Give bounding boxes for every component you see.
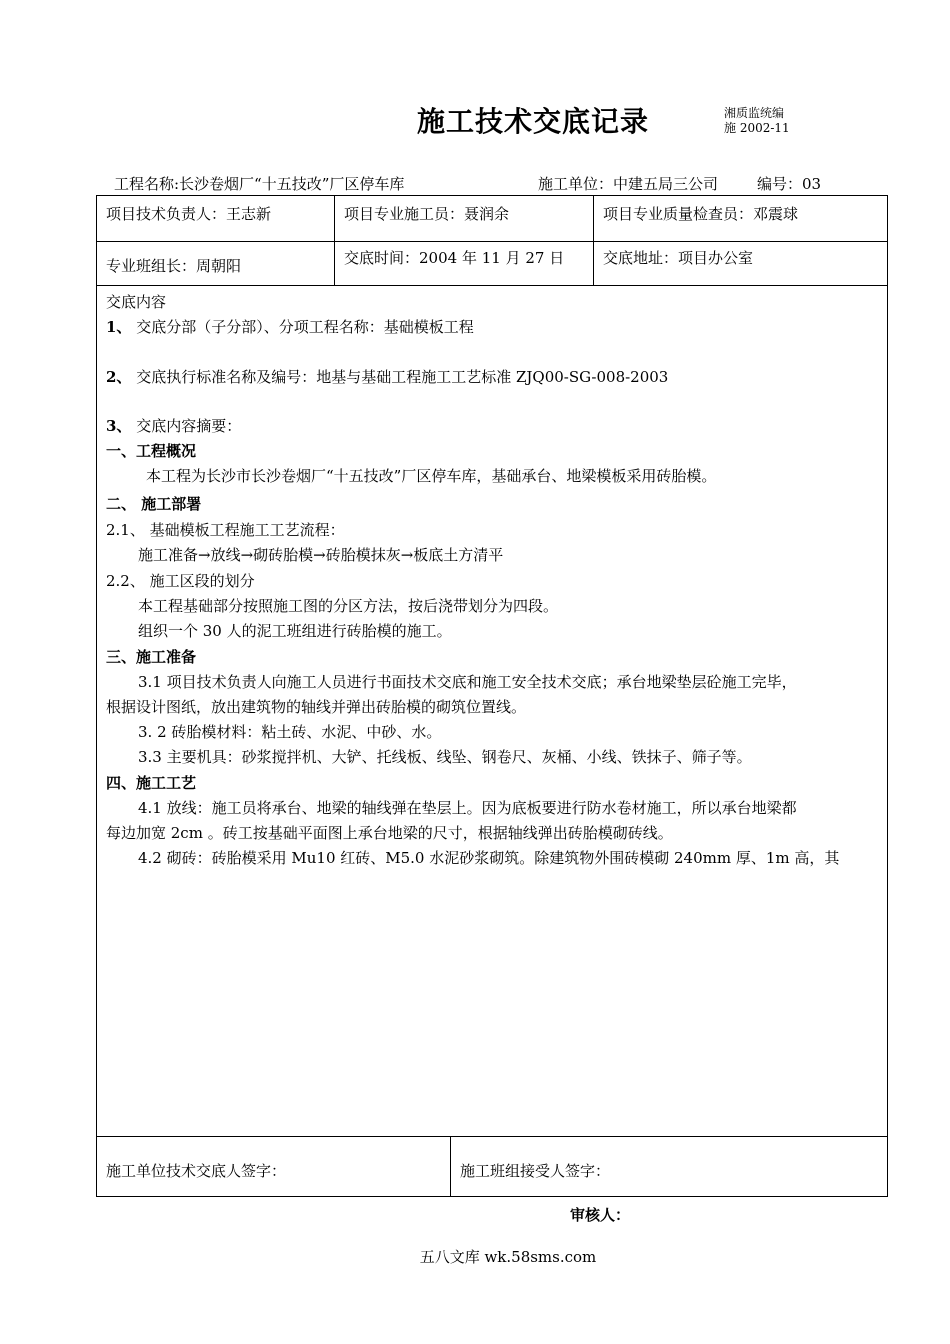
handover-time-cell: 交底时间：2004 年 11 月 27 日 — [344, 249, 565, 267]
record-table — [96, 195, 888, 1197]
item-2-number: 2、 — [106, 368, 132, 386]
handover-place-cell: 交底地址：项目办公室 — [603, 249, 754, 267]
team-leader-cell: 专业班组长：周朝阳 — [106, 257, 242, 275]
item-1 — [106, 316, 474, 337]
section-2-1: 2.1、 基础模板工程施工工艺流程： — [106, 521, 345, 539]
unit-signer-label: 施工单位技术交底人签字： — [106, 1162, 287, 1180]
row-divider-1 — [97, 241, 887, 242]
content-heading: 交底内容 — [106, 293, 167, 311]
item-3-text: 交底内容摘要： — [136, 417, 242, 435]
row-divider-2 — [97, 285, 887, 286]
section-4-1-b: 每边加宽 2cm 。砖工按基础平面图上承台地梁的尺寸，根据轴线弹出砖胎模砌砖线。 — [106, 824, 673, 842]
reviewer-label: 审核人： — [570, 1206, 631, 1224]
form-code-line1: 湘质监统编 — [724, 106, 785, 120]
section-4-2: 4.2 砌砖：砖胎模采用 Mu10 红砖、M5.0 水泥砂浆砌筑。除建筑物外围砖模砌 240mm 厚、1m 高，其 — [138, 849, 840, 867]
item-3 — [106, 415, 241, 436]
section-2-1-flow: 施工准备→放线→砌砖胎模→砖胎模抹灰→板底土方清平 — [138, 546, 504, 564]
section-2-title: 二、 施工部署 — [106, 495, 202, 513]
row-divider-3 — [97, 1136, 887, 1137]
item-3-number: 3、 — [106, 417, 132, 435]
item-1-text: 交底分部（子分部）、分项工程名称：基础模板工程 — [136, 318, 474, 336]
tech-lead-cell: 项目技术负责人：王志新 — [106, 205, 272, 223]
section-2-2: 2.2、 施工区段的划分 — [106, 572, 255, 590]
site-worker-cell: 项目专业施工员：聂润余 — [344, 205, 510, 223]
section-1-title: 一、工程概况 — [106, 442, 197, 460]
section-3-2: 3. 2 砖胎模材料：粘土砖、水泥、中砂、水。 — [138, 723, 442, 741]
section-3-1-b: 根据设计图纸，放出建筑物的轴线并弹出砖胎模的砌筑位置线。 — [106, 698, 527, 716]
section-1-para: 本工程为长沙市长沙卷烟厂“十五技改”厂区停车库，基础承台、地梁模板采用砖胎模。 — [146, 467, 717, 485]
section-2-2-para2: 组织一个 30 人的泥工班组进行砖胎模的施工。 — [138, 622, 452, 640]
section-3-3: 3.3 主要机具：砂浆搅拌机、大铲、托线板、线坠、钢卷尺、灰桶、小线、铁抹子、筛子等。 — [138, 748, 752, 766]
form-code — [724, 106, 790, 136]
section-3-title: 三、施工准备 — [106, 648, 197, 666]
section-4-title: 四、施工工艺 — [106, 774, 197, 792]
section-2-2-para1: 本工程基础部分按照施工图的分区方法，按后浇带划分为四段。 — [138, 597, 559, 615]
col-divider-1 — [334, 196, 335, 285]
serial-number: 编号：03 — [757, 175, 822, 193]
construction-unit: 施工单位：中建五局三公司 — [538, 175, 719, 193]
item-2 — [106, 366, 668, 387]
team-signer-label: 施工班组接受人签字： — [460, 1162, 611, 1180]
col-divider-3 — [450, 1136, 451, 1196]
quality-inspector-cell: 项目专业质量检查员：邓震球 — [603, 205, 799, 223]
section-3-1-a: 3.1 项目技术负责人向施工人员进行书面技术交底和施工安全技术交底；承台地梁垫层砼施工完毕， — [138, 673, 797, 691]
footer-watermark: 五八文库 wk.58sms.com — [419, 1248, 597, 1266]
section-4-1-a: 4.1 放线：施工员将承台、地梁的轴线弹在垫层上。因为底板要进行防水卷材施工，所以承台地梁都 — [138, 799, 797, 817]
col-divider-2 — [593, 196, 594, 285]
item-2-text: 交底执行标准名称及编号：地基与基础工程施工工艺标准 ZJQ00-SG-008-2003 — [136, 368, 669, 386]
form-code-line2: 施 2002-11 — [724, 121, 790, 135]
document-title: 施工技术交底记录 — [416, 105, 649, 138]
project-name: 工程名称:长沙卷烟厂“十五技改”厂区停车库 — [114, 175, 405, 193]
item-1-number: 1、 — [106, 318, 132, 336]
